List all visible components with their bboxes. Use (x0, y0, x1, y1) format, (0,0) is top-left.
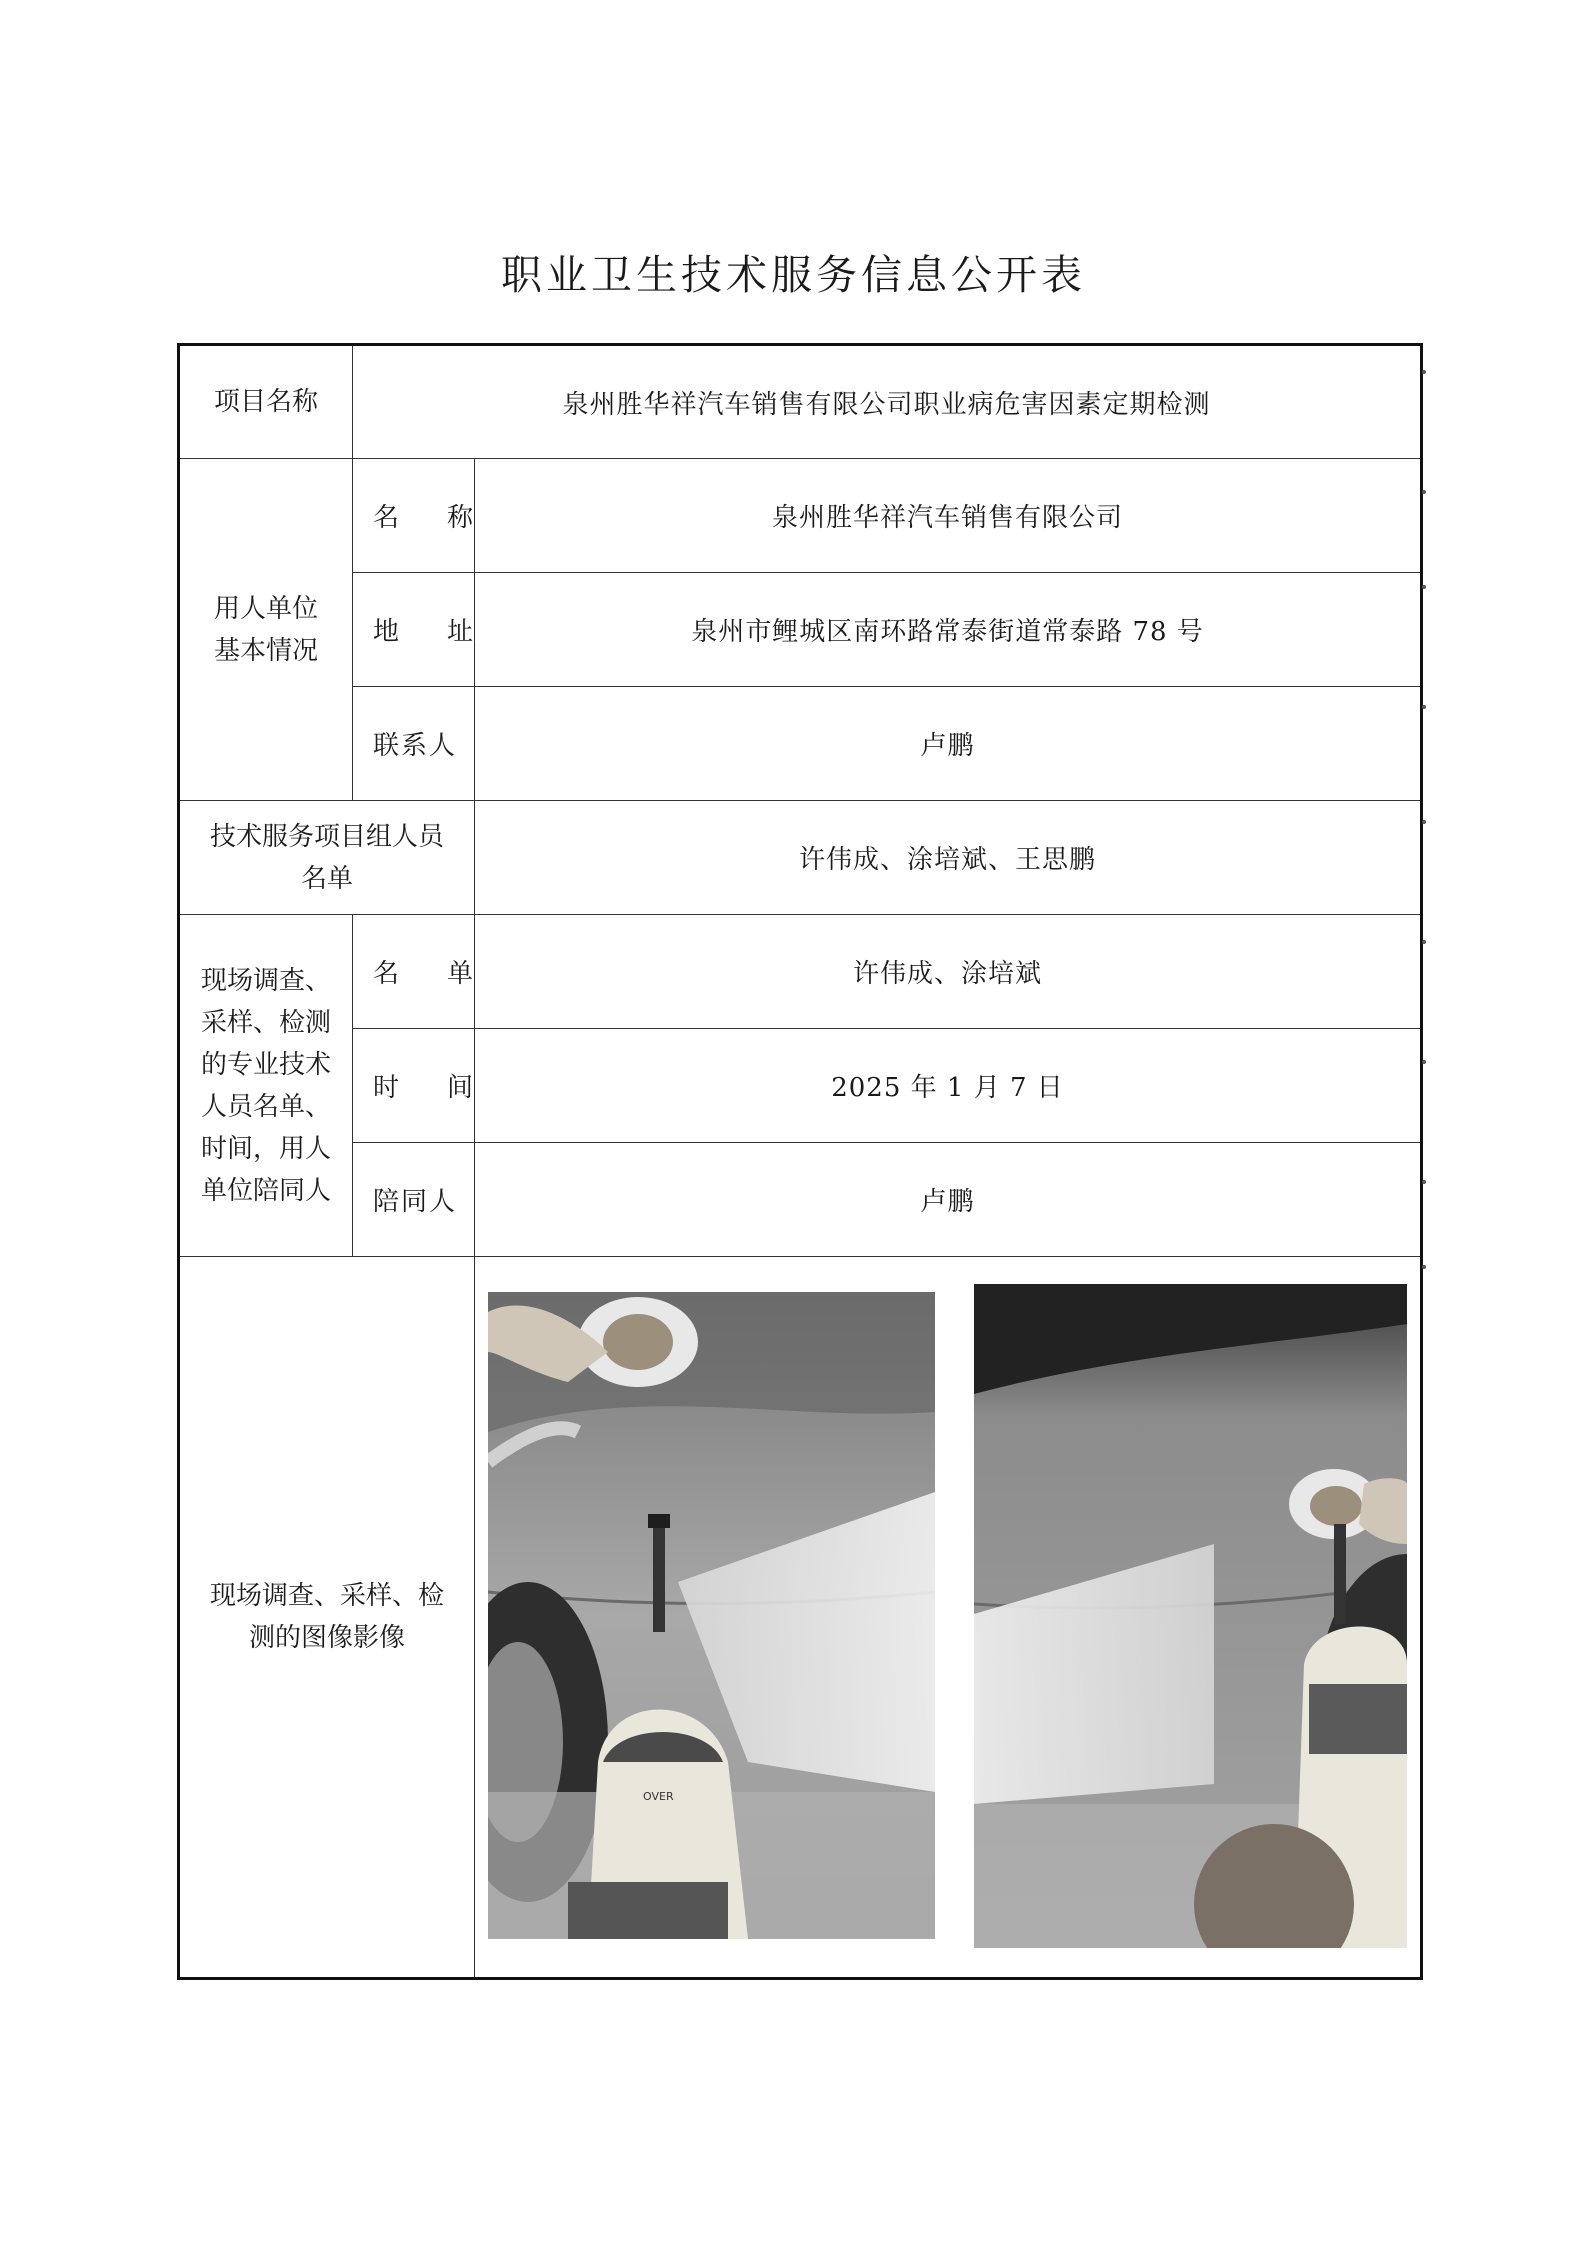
survey-time-label-b: 间 (447, 1073, 474, 1103)
employer-name-label (353, 459, 475, 573)
images-label-line2: 测的图像影像 (248, 1623, 405, 1653)
site-photo-1-image (488, 1292, 935, 1939)
row-images (179, 1257, 1422, 1979)
employer-contact-value: 卢鹏 (475, 687, 1422, 801)
images-label-line1: 现场调查、采样、检 (209, 1581, 444, 1611)
row-team (179, 801, 1422, 915)
survey-label-line: 单位陪同人 (200, 1175, 331, 1206)
employer-label (179, 459, 353, 801)
site-photo-1 (488, 1292, 935, 1939)
survey-list-label-a: 名 (373, 959, 400, 989)
employer-address-value: 泉州市鲤城区南环路常泰街道常泰路 78 号 (475, 573, 1422, 687)
disclosure-table (177, 343, 1423, 1980)
survey-label-line: 的专业技术 (200, 1049, 331, 1080)
row-project (179, 345, 1422, 459)
employer-address-label-b: 址 (447, 617, 474, 647)
survey-companion-label: 陪同人 (353, 1143, 475, 1257)
row-survey-time (179, 1029, 1422, 1143)
project-value: 泉州胜华祥汽车销售有限公司职业病危害因素定期检测 (353, 345, 1422, 459)
survey-label-line: 时间，用人 (200, 1133, 331, 1164)
employer-contact-label: 联系人 (353, 687, 475, 801)
employer-address-label-a: 地 (373, 617, 400, 647)
employer-label-line2: 基本情况 (213, 635, 318, 666)
site-photo-2-image (974, 1284, 1407, 1948)
team-label-line1: 技术服务项目组人员 (209, 821, 444, 852)
team-value: 许伟成、涂培斌、王思鹏 (475, 801, 1422, 915)
project-label: 项目名称 (179, 345, 353, 459)
team-label-line2: 名单 (300, 863, 353, 894)
survey-label (179, 915, 353, 1257)
employer-name-label-a: 名 (373, 503, 400, 533)
survey-list-label (353, 915, 475, 1029)
document-title: 职业卫生技术服务信息公开表 (501, 251, 1086, 299)
survey-list-value: 许伟成、涂培斌 (475, 915, 1422, 1029)
meter-over-label: OVER (643, 1790, 674, 1803)
survey-list-label-b: 单 (447, 959, 474, 989)
survey-time-value: 2025 年 1 月 7 日 (475, 1029, 1422, 1143)
page-edge-marks (1422, 360, 1430, 1320)
images-label (179, 1257, 475, 1979)
images-cell (475, 1257, 1422, 1979)
employer-label-line1: 用人单位 (213, 593, 318, 624)
row-employer-contact (179, 687, 1422, 801)
survey-label-line: 现场调查、 (200, 965, 331, 996)
row-survey-companion (179, 1143, 1422, 1257)
survey-label-line: 人员名单、 (200, 1091, 331, 1122)
team-label (179, 801, 475, 915)
survey-label-line: 采样、检测 (200, 1007, 331, 1038)
survey-companion-value: 卢鹏 (475, 1143, 1422, 1257)
row-employer-name (179, 459, 1422, 573)
employer-name-value: 泉州胜华祥汽车销售有限公司 (475, 459, 1422, 573)
site-photo-2 (974, 1284, 1407, 1948)
survey-time-label (353, 1029, 475, 1143)
survey-time-label-a: 时 (373, 1073, 400, 1103)
employer-name-label-b: 称 (447, 503, 474, 533)
employer-address-label (353, 573, 475, 687)
row-survey-list (179, 915, 1422, 1029)
row-employer-address (179, 573, 1422, 687)
